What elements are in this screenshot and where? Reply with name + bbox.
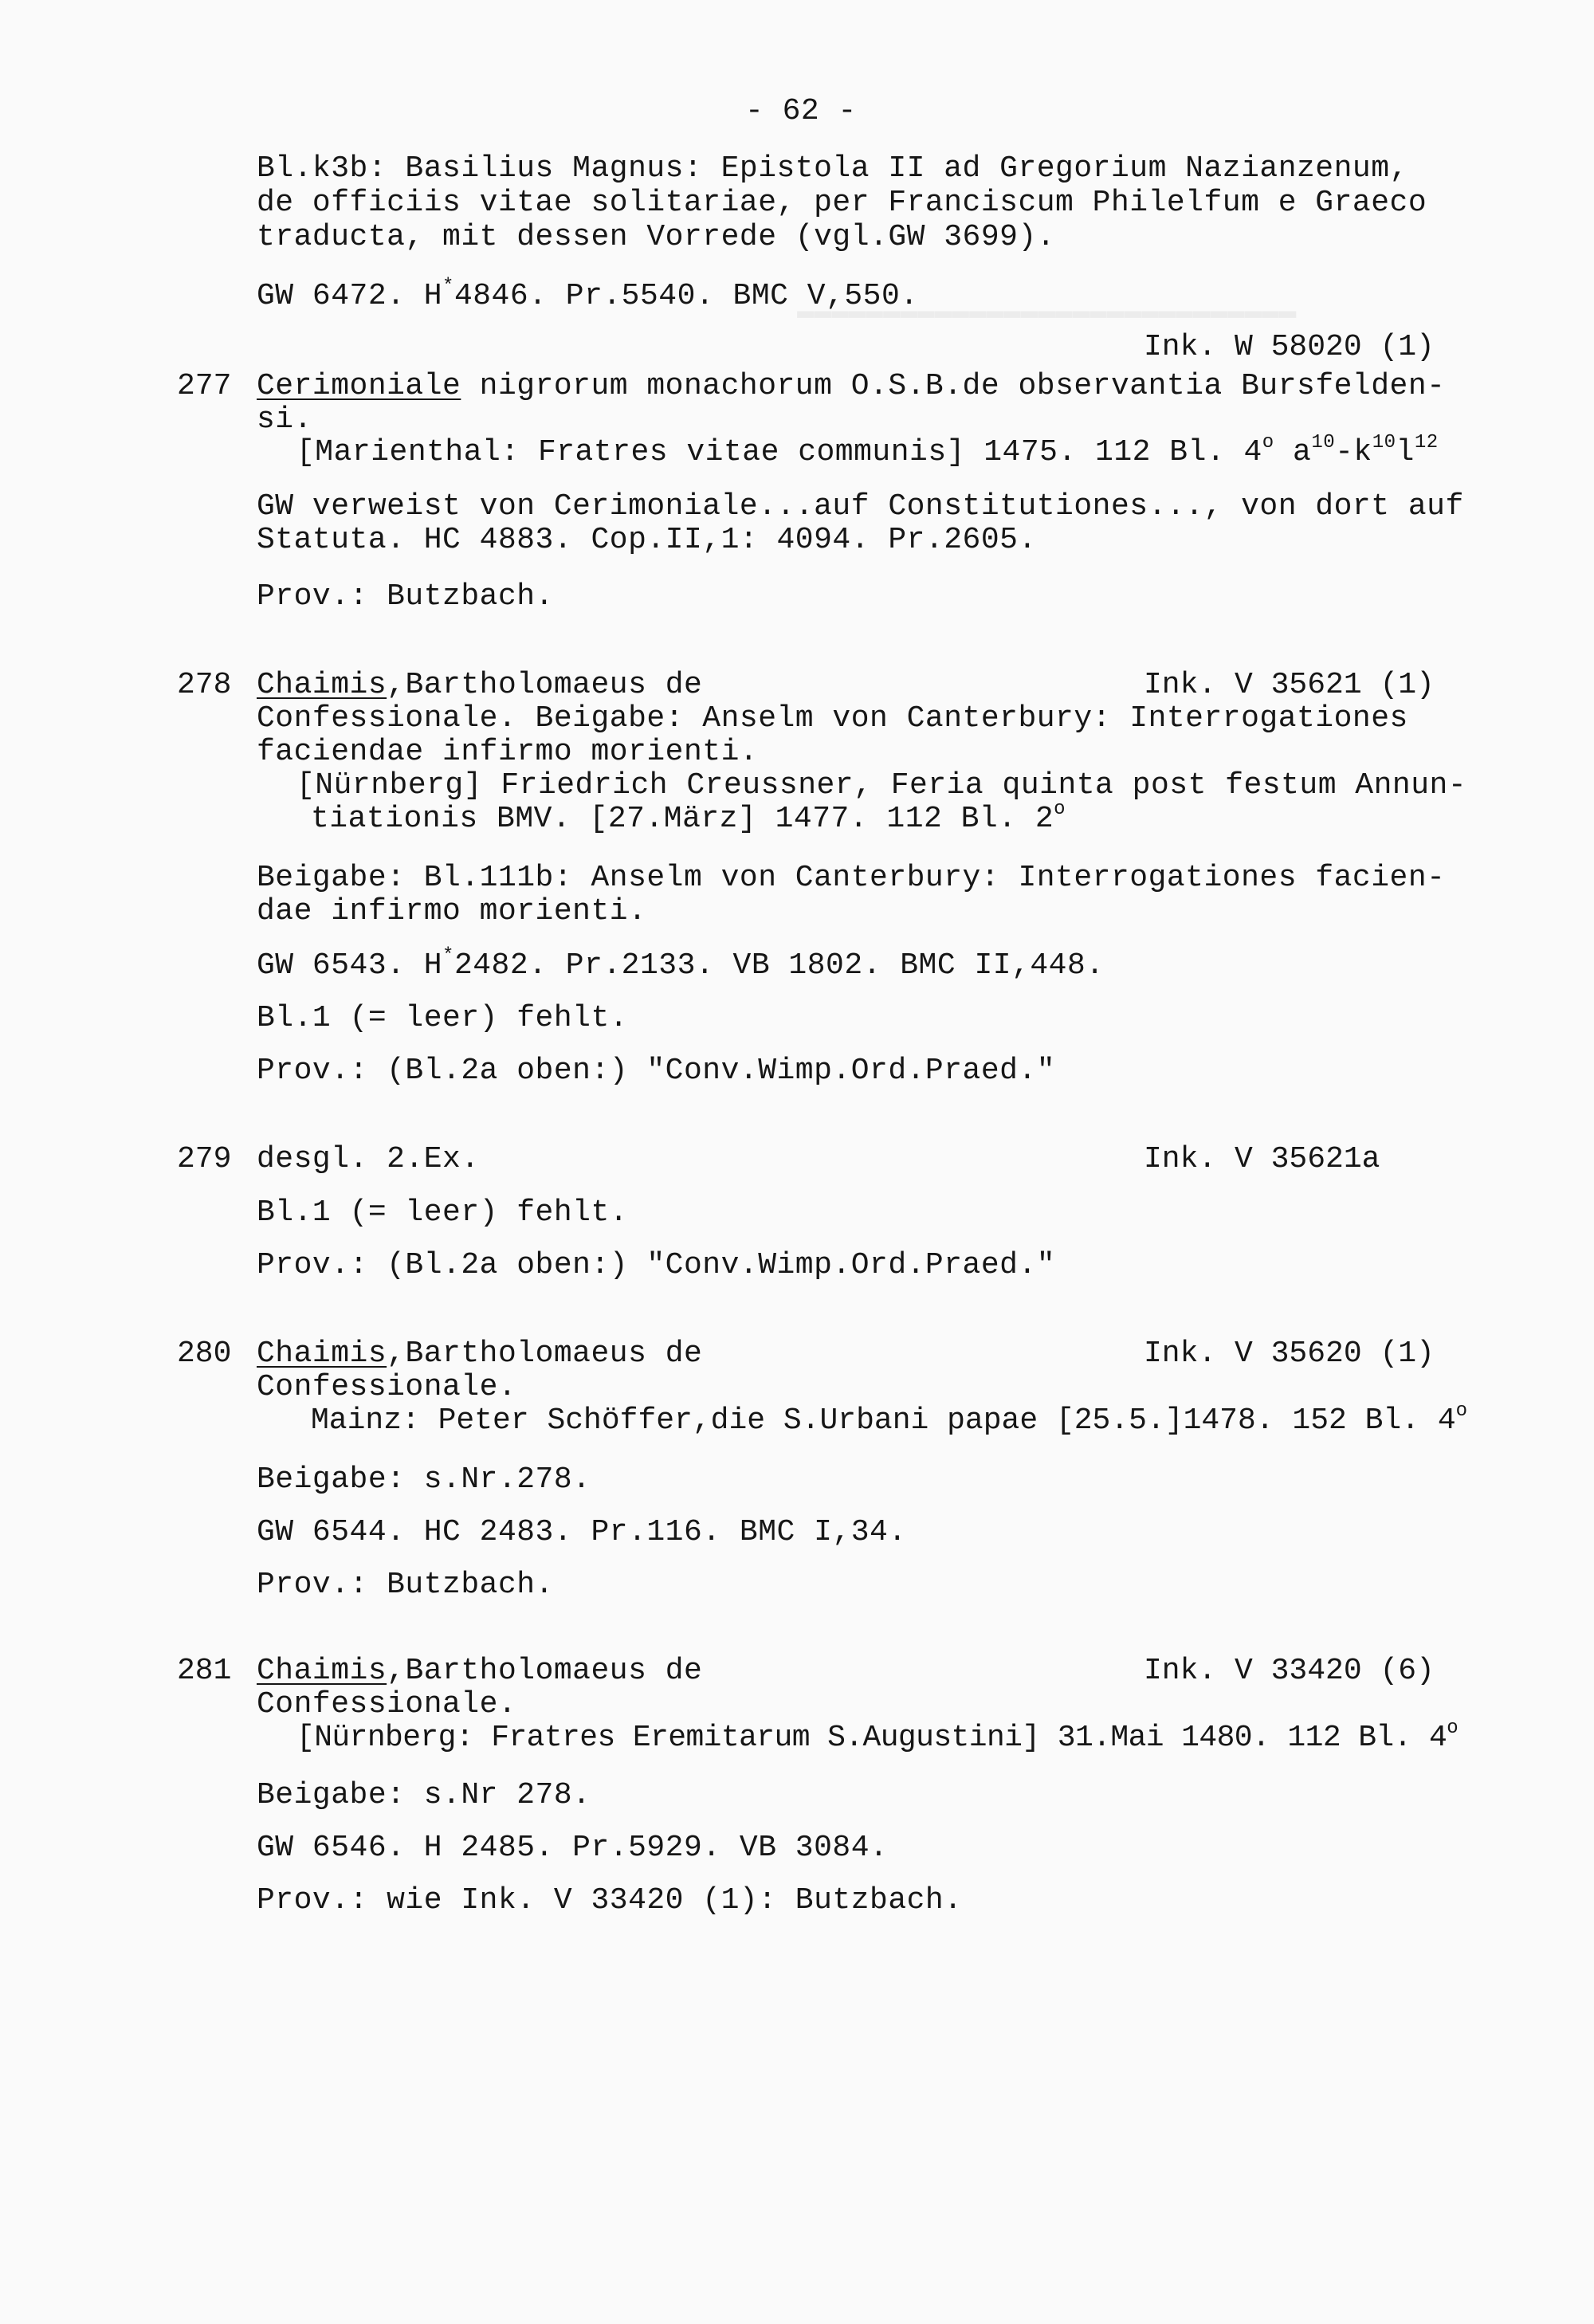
- entry-number-277: 277: [177, 369, 232, 403]
- entry-number-279: 279: [177, 1142, 232, 1176]
- entry-281-references: GW 6546. H 2485. Pr.5929. VB 3084.: [257, 1831, 889, 1865]
- entry-278-imprint-2: tiationis BMV. [27.März] 1477. 112 Bl. 2$^o$: [311, 799, 1066, 836]
- intro-line-3: traducta, mit dessen Vorrede (vgl.GW 3699).: [257, 220, 1056, 254]
- entry-281-provenance: Prov.: wie Ink. V 33420 (1): Butzbach.: [257, 1883, 963, 1918]
- entry-278-references: GW 6543. H*2482. Pr.2133. VB 1802. BMC II,448.: [257, 945, 1105, 983]
- shelfmark-277: Ink. W 58020 (1): [1144, 330, 1435, 364]
- intro-references: GW 6472. H*4846. Pr.5540. BMC V,550.: [257, 276, 919, 313]
- shelfmark-278: Ink. V 35621 (1): [1144, 668, 1435, 702]
- entry-number-280: 280: [177, 1337, 232, 1371]
- entry-278-beigabe-1: Beigabe: Bl.111b: Anselm von Canterbury: Interrogationes facien-: [257, 861, 1446, 895]
- intro-line-2: de officiis vitae solitariae, per Franciscum Philelfum e Graeco: [257, 186, 1427, 220]
- shelfmark-281: Ink. V 33420 (6): [1144, 1654, 1435, 1688]
- shelfmark-279: Ink. V 35621a: [1144, 1142, 1380, 1176]
- entry-280-references: GW 6544. HC 2483. Pr.116. BMC I,34.: [257, 1515, 907, 1549]
- entry-278-missing-leaf: Bl.1 (= leer) fehlt.: [257, 1001, 629, 1035]
- entry-281-author: Chaimis,Bartholomaeus de: [257, 1654, 703, 1688]
- entry-278-beigabe-2: dae infirmo morienti.: [257, 894, 647, 928]
- entry-279-title: desgl. 2.Ex.: [257, 1142, 480, 1176]
- entry-280-title: Confessionale.: [257, 1370, 517, 1404]
- entry-277-title-cont: si.: [257, 402, 312, 437]
- entry-277-provenance: Prov.: Butzbach.: [257, 579, 554, 614]
- entry-number-278: 278: [177, 668, 232, 702]
- entry-281-beigabe: Beigabe: s.Nr 278.: [257, 1778, 591, 1812]
- entry-277-title: Cerimoniale nigrorum monachorum O.S.B.de observantia Bursfelden-: [257, 369, 1446, 403]
- entry-280-author: Chaimis,Bartholomaeus de: [257, 1337, 703, 1371]
- entry-278-provenance: Prov.: (Bl.2a oben:) "Conv.Wimp.Ord.Praed.": [257, 1054, 1056, 1088]
- entry-280-beigabe: Beigabe: s.Nr.278.: [257, 1462, 591, 1497]
- entry-number-281: 281: [177, 1654, 232, 1688]
- entry-278-title-2: faciendae infirmo morienti.: [257, 735, 759, 769]
- entry-280-provenance: Prov.: Butzbach.: [257, 1568, 554, 1602]
- entry-281-title: Confessionale.: [257, 1687, 517, 1721]
- entry-277-note-2: Statuta. HC 4883. Cop.II,1: 4094. Pr.2605.: [257, 523, 1037, 557]
- entry-279-provenance: Prov.: (Bl.2a oben:) "Conv.Wimp.Ord.Praed.": [257, 1248, 1056, 1282]
- entry-278-title-1: Confessionale. Beigabe: Anselm von Canterbury: Interrogationes: [257, 701, 1408, 736]
- intro-line-1: Bl.k3b: Basilius Magnus: Epistola II ad Gregorium Nazianzenum,: [257, 151, 1408, 186]
- entry-277-imprint: [Marienthal: Fratres vitae communis] 1475. 112 Bl. 4$^o$ $a^{10}-k^{10}l^{12}$: [296, 432, 1439, 469]
- bleed-through: ▬▬▬▬▬▬▬▬▬▬▬▬▬▬▬▬▬▬▬▬▬▬▬▬▬▬▬▬▬: [797, 295, 1297, 328]
- entry-278-author: Chaimis,Bartholomaeus de: [257, 668, 703, 702]
- entry-278-imprint-1: [Nürnberg] Friedrich Creussner, Feria quinta post festum Annun-: [296, 768, 1467, 803]
- page-number: - 62 -: [745, 94, 857, 128]
- entry-279-missing-leaf: Bl.1 (= leer) fehlt.: [257, 1195, 629, 1230]
- entry-281-imprint: [Nürnberg: Fratres Eremitarum S.Augustini] 31.Mai 1480. 112 Bl. 4$^o$: [296, 1717, 1459, 1755]
- entry-277-note-1: GW verweist von Cerimoniale...auf Constitutiones..., von dort auf: [257, 489, 1464, 524]
- entry-280-imprint: Mainz: Peter Schöffer,die S.Urbani papae [25.5.]1478. 152 Bl. 4$^o$: [311, 1400, 1468, 1438]
- shelfmark-280: Ink. V 35620 (1): [1144, 1337, 1435, 1371]
